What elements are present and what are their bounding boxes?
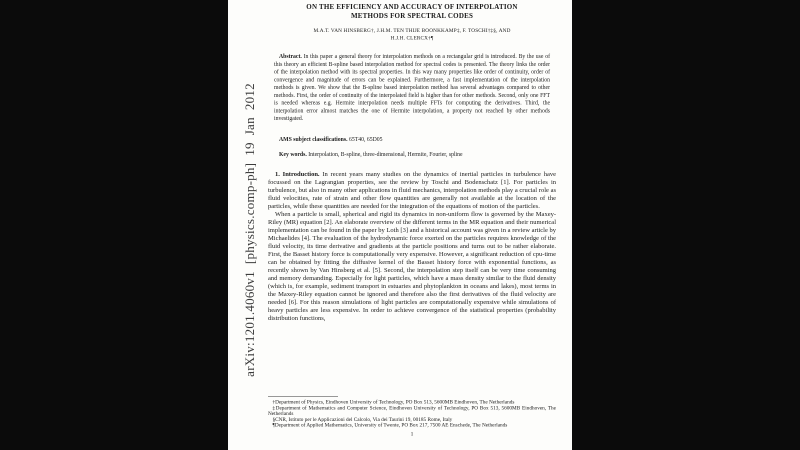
paper-title	[268, 3, 556, 21]
footnotes	[268, 400, 556, 429]
abstract-label: Abstract.	[279, 53, 302, 60]
paper-page	[228, 0, 572, 450]
ams-label: AMS subject classifications.	[279, 136, 348, 143]
authors-line-1: M.A.T. VAN HINSBERG†, J.H.M. TEN THIJE BOONKKAMP‡, F. TOSCHI†‡§, AND	[313, 28, 511, 34]
abstract-paragraph	[274, 53, 550, 123]
arxiv-id-text: arXiv:1201.4060v1 [physics.comp-ph] 19 Jan 2012	[242, 83, 257, 377]
paper-title-line-1: ON THE EFFICIENCY AND ACCURACY OF INTERPOLATION	[306, 3, 518, 11]
ams-codes: 65T40, 65D05	[348, 136, 383, 143]
arxiv-watermark	[243, 83, 258, 377]
introduction-paragraph-1	[268, 170, 556, 210]
footnote-math-dept: ‡Department of Mathematics and Computer Science, Eindhoven University of Technology, PO Box 513, 5600MB Eindhoven, The Netherlands	[268, 405, 556, 417]
footnote-applied-math-dept: ¶Department of Applied Mathematics, University of Twente, PO Box 217, 7500 AE Enschede, The Netherlands	[272, 422, 508, 428]
introduction-paragraph-2: When a particle is small, spherical and rigid its dynamics in non-uniform flow is governed by the Maxey-Riley (MR) equation [2]. An elaborate overview of the different terms in the MR equation and their numerical implementation can be found in the paper by Loth [3] and a historical account was given in a review article by Michaelides [4]. The evaluation of the hydrodynamic force exerted on the particles requires knowledge of the fluid velocity, its time derivative and gradients at the particle positions and turns out to be rather elaborate. First, the Basset history force is computationally very expensive. However, a significant reduction of cpu-time can be obtained by fitting the diffusive kernel of the Basset history force with exponential functions, as recently shown by Van Hinsberg et al. [5]. Second, the interpolation step itself can be very time consuming and memory demanding. Especially for light particles, which have a mass density similar to the fluid density (which is, for example, sediment transport in estuaries and phytoplankton in oceans and lakes), most terms in the Maxey-Riley equation cannot be ignored and therefore also the first derivatives of the fluid velocity are needed [6]. For this reason simulations of light particles are computationally expensive while simulations of heavy particles are less expensive. In order to achieve convergence of the statistical properties (probability distribution functions,	[268, 209, 556, 322]
page-number: 1	[410, 430, 414, 437]
keywords-label: Key words.	[279, 151, 307, 158]
authors-line-2: H.J.H. CLERCX†¶	[390, 35, 434, 41]
ams-classifications	[274, 136, 550, 143]
page-footer	[268, 396, 556, 437]
keywords-text: Interpolation, B-spline, three-dimensional, Hermite, Fourier, spline	[308, 151, 463, 158]
footnote-cnr: §CNR, Istituto per le Applicazioni del Calcolo, Via dei Taurini 19, 00185 Rome, Italy	[272, 416, 453, 423]
paper-content	[268, 0, 556, 450]
keywords-line	[274, 151, 550, 158]
paper-page-inner	[228, 0, 572, 450]
section-1-heading: 1. Introduction.	[275, 169, 320, 178]
footnote-physics-dept: †Department of Physics, Eindhoven University of Technology, PO Box 513, 5600MB Eindhoven, The Netherlands	[272, 399, 515, 405]
paper-title-line-2: METHODS FOR SPECTRAL CODES	[350, 12, 474, 20]
introduction-text-1: In recent years many studies on the dynamics of inertial particles in turbulence have focussed on the Lagrangian properties, see the review by Toschi and Bodenschatz [1]. For particles in turbulence, but also in many other applications in fluid mechanics, interpolation methods play a crucial role as fluid velocities, rate of strain and other flow quantities are generally not available at the location of the particles, while these quantities are needed for the integration of the equations of motion of the particles.	[268, 169, 556, 210]
paper-authors	[268, 27, 556, 42]
abstract-text: In this paper a general theory for interpolation methods on a rectangular grid is introduced. By the use of this theory an efficient B-spline based interpolation method for spectral codes is presented. The theory links the order of the interpolation method with its spectral properties. In this way many properties like order of continuity, order of convergence and magnitude of errors can be explained. Furthermore, a fast implementation of the interpolation methods is given. We show that the B-spline based interpolation method has several advantages compared to other methods. First, the order of continuity of the interpolated field is higher than for other methods. Second, only one FFT is needed whereas e.g. Hermite interpolation needs multiple FFTs for computing the derivatives. Third, the interpolation error almost matches the one of Hermite interpolation, a property not reached by other methods investigated.	[274, 53, 550, 122]
footnote-rule	[268, 396, 338, 397]
